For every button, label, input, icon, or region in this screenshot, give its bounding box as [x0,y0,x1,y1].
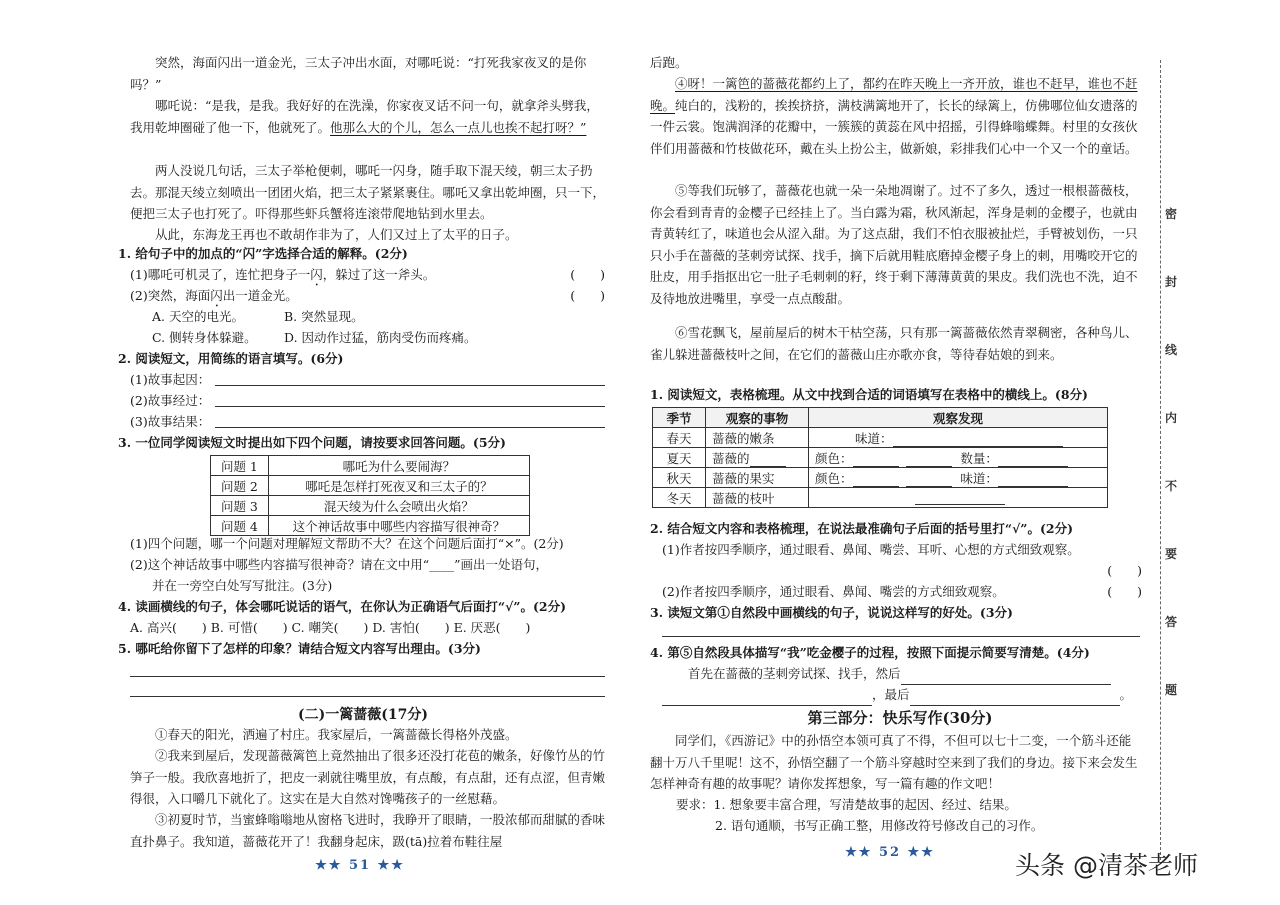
obs-blank[interactable] [853,454,899,467]
q2-process-line[interactable] [215,406,605,407]
q4-options[interactable]: A. 高兴( ) B. 可惜( ) C. 嘲笑( ) D. 害怕( ) E. 厌恶( ) [130,620,531,635]
obs-object: 蔷薇的枝叶 [706,488,809,508]
r-q2-sub-1: (1)作者按四季顺序，通过眼看、鼻闻、嘴尝、耳听、心想的方式细致观察。 [662,542,1080,557]
q1-s1-post: ，躲过了这一斧头。 [322,267,436,282]
q1-s2-answer-paren[interactable]: ( ) [570,288,605,303]
obs-row-summer [653,448,1108,468]
r-q4-l2-end: 。 [1119,687,1133,702]
q3-sub-2: (2)这个神话故事中哪些内容描写很神奇？请在文中用“____”画出一处语句， [130,557,548,572]
rose-para-3-end: 后跑。 [650,55,688,70]
obs-header-finding: 观察发现 [809,408,1108,428]
obs-blank[interactable] [998,474,1068,487]
obs-blank[interactable] [893,434,1063,447]
q1-s1-pre: (1)哪吒可机灵了，连忙把身子一 [130,267,311,282]
rose-para-2: ②我来到屋后，发现蔷薇篱笆上竟然抽出了很多还没打花苞的嫩条，好像竹丛的竹笋子一般。我欣喜地折了，把皮一剥就往嘴里放，有点酸，有点甜，还有点涩，但青嫩得很，入口嚼几下就化了。这实在是大自然对馋嘴孩子的一丝慰藉。 [130,748,606,806]
obs-finding [809,468,1108,488]
obs-blank[interactable] [750,454,786,467]
r-q2-sub-2-text: (2)作者按四季顺序，通过眼看、鼻闻、嘴尝的方式细致观察。 [662,584,1005,599]
q1-option-b: B. 突然显现。 [284,309,364,324]
obs-header-object: 观察的事物 [706,408,809,428]
r-q2-s2-paren[interactable]: ( ) [1107,584,1142,599]
q3-stem: 3. 一位同学阅读短文时提出如下四个问题，请按要求回答问题。(5分) [118,435,506,450]
q1-s2-post: 出一道金光。 [222,288,298,303]
r-q4-line-1 [688,663,1148,685]
story-para-1: 突然，海面闪出一道金光，三太子冲出水面，对哪吒说：“打死我家夜叉的是你吗？” [130,55,587,92]
r-q4-l2-text: ，最后 [872,687,910,702]
q2-stem: 2. 阅读短文，用简练的语言填写。(6分) [118,351,344,366]
r-q2-stem: 2. 结合短文内容和表格梳理，在说法最准确句子后面的括号里打“√”。(2分) [650,521,1074,536]
rose-para-3: ③初夏时节，当蜜蜂嗡嗡地从窗格飞进时，我睁开了眼睛，一股浓郁而甜腻的香味直扑鼻子。我知道，蔷薇花开了！我翻身起床，趿(tā)拉着布鞋往屋 [130,812,606,849]
q3-table-row [211,456,530,476]
obs-blank[interactable] [853,474,899,487]
q1-s2-dot: 闪 [210,288,223,303]
seal-line-char: 答 [1165,615,1178,629]
q1-option-d: D. 因动作过猛，筋肉受伤而疼痛。 [284,330,477,345]
r-q2-sub-2 [662,581,1142,603]
seal-line-char: 内 [1165,411,1178,425]
q3-question-num: 问题 2 [211,476,269,496]
q3-question-num: 问题 4 [211,516,269,536]
rose-para-5: ⑤等我们玩够了，蔷薇花也就一朵一朵地凋谢了。过不了多久，透过一根根蔷薇枝，你会看到青青的金樱子已经挂上了。当白露为霜，秋风渐起，浑身是刺的金樱子，也就由青黄转红了，味道也会从涩入甜。为了这点甜，我们不怕衣服被扯烂，手臂被划伤，一只只小手在蔷薇的茎刺旁试探、找手，摘下后就用鞋底磨掉金樱子身上的刺，用嘴咬开它的肚皮，用手指抠出它一肚子毛刺刺的籽，终于剩下薄薄黄黄的果皮。我们洗也不洗，迫不及待地放进嘴里，享受一点点酸甜。 [650,183,1138,306]
story-para-3: 两人没说几句话，三太子举枪便刺，哪吒一闪身，随手取下混天绫，朝三太子扔去。那混天绫立刻喷出一团团火焰，把三太子紧紧裹住。哪吒又拿出乾坤圈，只一下，便把三太子也打死了。吓得那些虾兵蟹将连滚带爬地钻到水里去。 [130,163,606,221]
q3-question-text: 哪吒是怎样打死夜叉和三太子的？ [268,476,529,496]
obs-blank[interactable] [998,454,1068,467]
q3-question-text: 哪吒为什么要闹海？ [268,456,529,476]
obs-object: 蔷薇的嫩条 [706,428,809,448]
q3-table-row [211,476,530,496]
obs-header-season: 季节 [653,408,706,428]
r-q4-stem: 4. 第⑤自然段具体描写“我”吃金樱子的过程，按照下面提示简要写清楚。(4分) [650,645,1090,660]
r-q4-blank-3[interactable] [910,693,1120,706]
r-q2-s1-paren[interactable]: ( ) [1107,563,1142,578]
obs-blank[interactable] [906,454,952,467]
q2-result-label: (3)故事结果： [130,414,211,429]
r-q3-stem: 3. 读短文第①自然段中画横线的句子，说说这样写的好处。(3分) [650,605,1013,620]
section-2-title: (二)一篱蔷薇(17分) [298,707,428,723]
q2-cause-line[interactable] [215,385,605,386]
rose-para-4-underlined: ④呀！一篱笆的蔷薇花都约上了，都约在昨天晚上一齐开放，谁也不赶早，谁也不赶晚。 [650,76,1138,113]
obs-label-2: 味道： [960,470,998,486]
page-number-right: ★★ 52 ★★ [845,845,935,860]
story-para-2 [130,95,605,138]
q5-answer-line-2[interactable] [130,696,605,697]
seal-line-char: 密 [1165,207,1178,221]
q1-option-a: A. 天空的电光。 [152,309,244,324]
obs-row-winter [653,488,1108,508]
watermark-text: 头条 @清茶老师 [1015,851,1198,880]
q1-option-c: C. 侧转身体躲避。 [152,330,257,345]
q1-s1-answer-paren[interactable]: ( ) [570,267,605,282]
obs-label: 味道： [855,430,893,446]
seal-line-char: 题 [1165,683,1178,697]
obs-finding [809,428,1108,448]
obs-label-2: 数量： [960,450,998,466]
q2-result-line[interactable] [215,427,605,428]
r-q3-answer-line[interactable] [662,636,1140,637]
story-para-4: 从此，东海龙王再也不敢胡作非为了，人们又过上了太平的日子。 [155,227,518,242]
r-q4-blank-2[interactable] [662,693,872,706]
page-number-left: ★★ 51 ★★ [315,858,405,873]
part-3-title: 第三部分：快乐写作(30分) [807,709,993,727]
story-para-2-text: 哪吒说：“是我，是我。我好好的在洗澡，你家夜叉话不问一句，就拿斧头劈我，我用乾坤圈碰了他一下，他就死了。 [130,98,599,135]
q3-questions-table [210,455,530,536]
q3-table-row [211,496,530,516]
obs-season: 秋天 [653,468,706,488]
obs-label: 颜色： [815,470,853,486]
r-q4-line-2 [662,684,1142,706]
q3-sub-2b: 并在一旁空白处写写批注。(3分) [152,578,333,593]
q5-stem: 5. 哪吒给你留下了怎样的印象？请结合短文内容写出理由。(3分) [118,641,481,656]
q3-sub-1: (1)四个问题，哪一个问题对理解短文帮助不大？在这个问题后面打“×”。(2分) [130,536,564,551]
q1-s2-pre: (2)突然，海面 [130,288,211,303]
obs-season: 冬天 [653,488,706,508]
obs-finding [809,448,1108,468]
seal-line-char: 线 [1165,343,1178,357]
r-q4-blank-1[interactable] [901,672,1111,685]
underlined-sentence: 他那么大的个儿，怎么一点儿也挨不起打呀？” [330,119,587,135]
obs-blank[interactable] [915,492,1005,505]
rose-para-4 [650,73,1140,159]
seal-line-char: 不 [1165,479,1178,493]
obs-object [706,448,809,468]
obs-object-label: 蔷薇的 [712,450,750,466]
r-q4-l1-text: 首先在蔷薇的茎刺旁试探、找手，然后 [688,666,901,681]
seal-line-char: 要 [1165,547,1178,561]
rose-para-6: ⑥雪花飘飞，屋前屋后的树木干枯空荡，只有那一篱蔷薇依然青翠稠密，各种鸟儿、雀儿躲进蔷薇枝叶之间，在它们的蔷薇山庄亦歌亦食，等待春姑娘的到来。 [650,325,1138,362]
obs-blank[interactable] [906,474,952,487]
q3-question-text: 这个神话故事中哪些内容描写很神奇？ [268,516,529,536]
obs-finding [809,488,1108,508]
q4-stem: 4. 读画横线的句子，体会哪吒说话的语气，在你认为正确语气后面打“√”。(2分) [118,599,567,614]
writing-prompt: 同学们，《西游记》中的孙悟空本领可真了不得，不但可以七十二变，一个筋斗还能翻十万八千里呢！这不，孙悟空翻了一个筋斗穿越时空来到了我们的身边。接下来会发生怎样神奇有趣的故事呢？请你发挥想象，写一篇有趣的作文吧！ [650,733,1138,791]
q2-process-label: (2)故事经过： [130,393,211,408]
seal-line [1160,60,1161,860]
obs-label: 颜色： [815,450,853,466]
obs-row-autumn [653,468,1108,488]
rose-para-1: ①春天的阳光，洒遍了村庄。我家屋后，一篱蔷薇长得格外茂盛。 [155,727,518,742]
q1-stem: 1. 给句子中的加点的“闪”字选择合适的解释。(2分) [118,246,408,261]
writing-req-2: 2. 语句通顺，书写正确工整，用修改符号修改自己的习作。 [715,818,1044,833]
writing-req-1: 要求：1. 想象要丰富合理，写清楚故事的起因、经过、结果。 [676,797,1017,812]
obs-row-spring [653,428,1108,448]
q3-question-num: 问题 1 [211,456,269,476]
q3-question-num: 问题 3 [211,496,269,516]
obs-season: 春天 [653,428,706,448]
q5-answer-line-1[interactable] [130,676,605,677]
rose-para-4-rest: 纯白的，浅粉的，挨挨挤挤，满枝满篱地开了，长长的绿篱上，仿佛哪位仙女遗落的一件云裳。饱满润泽的花瓣中，一簇簇的黄蕊在风中招摇，引得蜂嗡蝶舞。村里的女孩伙伴们用蔷薇和竹枝做花环，戴在头上扮公主，做新娘，彩排我们心中一个又一个的童话。 [650,97,1138,156]
seal-line-char: 封 [1165,275,1178,289]
right-page [640,0,1160,905]
observation-table [652,407,1108,508]
obs-object: 蔷薇的果实 [706,468,809,488]
obs-season: 夏天 [653,448,706,468]
q3-table-body [211,456,530,536]
q3-question-text: 混天绫为什么会喷出火焰？ [268,496,529,516]
r-q1-stem: 1. 阅读短文，表格梳理。从文中找到合适的词语填写在表格中的横线上。(8分) [650,387,1088,402]
q1-s1-dot: 闪 [310,267,323,282]
q2-cause-label: (1)故事起因： [130,372,211,387]
